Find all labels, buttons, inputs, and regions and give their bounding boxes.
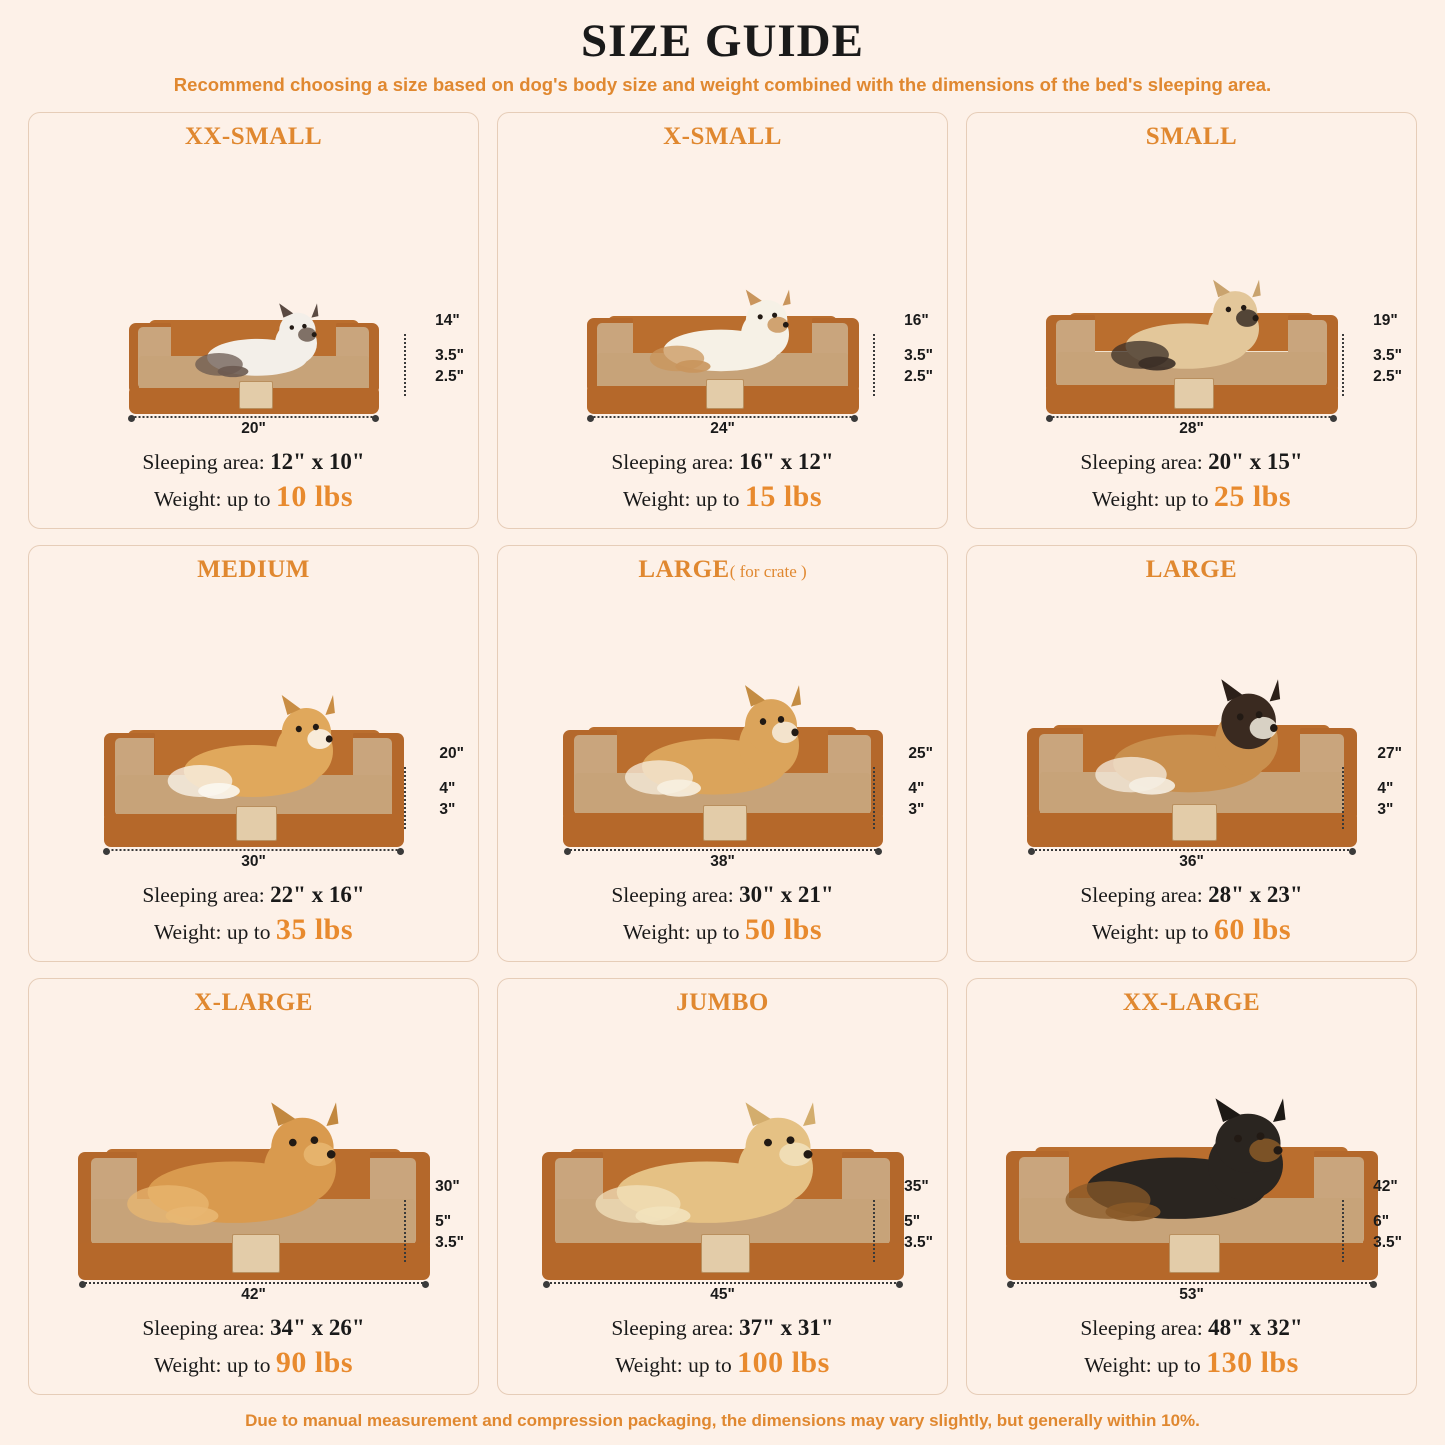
bed-illustration [975,153,1408,444]
size-name: MEDIUM [197,556,310,583]
sleeping-area-label: Sleeping area: [611,882,740,907]
dimension-width: 53" [1179,1285,1204,1303]
dimension-depth: 19" [1373,312,1398,330]
dog-bed-graphic [1006,1110,1378,1280]
dimension-width: 20" [241,419,266,437]
bed-illustration [975,586,1408,877]
sleeping-area-value: 34" x 26" [270,1314,365,1340]
dimension-depth: 20" [439,745,464,763]
bed-brand-tag [703,805,747,841]
dimension-mid: 4" [908,780,925,798]
dimension-width: 45" [710,1285,735,1303]
size-card [28,978,479,1395]
weight-value: 60 lbs [1213,913,1292,946]
size-card [497,545,948,962]
size-note: ( for crate ) [729,562,807,581]
dimension-mid: 5" [435,1213,452,1231]
size-card [497,978,948,1395]
weight-label: Weight: up to [622,920,745,944]
bed-brand-tag [1169,1234,1219,1273]
dog-illustration-frenchie [1106,278,1276,374]
sleeping-area-value: 20" x 15" [1208,448,1303,474]
size-card-grid [28,112,1417,1395]
weight-value: 10 lbs [275,480,354,513]
size-card-title [194,989,313,1017]
dimension-low: 2.5" [904,368,933,386]
dimension-guide-horizontal [1010,1282,1374,1284]
dimension-guide-vertical [1342,1200,1344,1262]
dimension-guide-horizontal [590,416,855,418]
sleeping-area-line [611,1312,833,1343]
dog-illustration-corgi [162,693,352,803]
dimension-low: 3.5" [904,1234,933,1252]
dimension-depth: 42" [1373,1178,1398,1196]
size-card [497,112,948,529]
sleeping-area-label: Sleeping area: [1080,449,1209,474]
dimension-dot-right [851,415,858,422]
dimension-heights [435,311,464,388]
dimension-dot-left [1007,1281,1014,1288]
sleeping-area-value: 12" x 10" [270,448,365,474]
dimension-dot-left [1046,415,1053,422]
dog-illustration-golden [120,1100,360,1230]
bed-brand-tag [701,1234,750,1273]
size-name: XX-SMALL [184,123,323,150]
dimension-guide-horizontal [546,1282,900,1284]
sleeping-area-line [1080,879,1302,910]
bed-illustration [506,153,939,444]
sleeping-area-line [611,446,833,477]
weight-value: 25 lbs [1213,480,1292,513]
dog-bed-graphic [129,294,379,414]
size-name: JUMBO [676,989,769,1016]
bed-illustration [506,1019,939,1310]
dimension-heights [904,311,933,388]
weight-line [611,1343,833,1382]
dimension-mid: 4" [1377,780,1394,798]
weight-value: 35 lbs [275,913,354,946]
size-card-title [676,989,769,1017]
sleeping-area-value: 48" x 32" [1208,1314,1303,1340]
dimension-heights [439,744,464,821]
dimension-heights [908,744,933,821]
dimension-dot-right [1370,1281,1377,1288]
dimension-dot-right [372,415,379,422]
dog-illustration-cat [191,302,331,380]
weight-value: 90 lbs [275,1346,354,1379]
size-card-info [611,1312,833,1382]
dimension-guide-vertical [873,334,875,396]
size-card-title [197,556,310,584]
dimension-depth: 30" [435,1178,460,1196]
dimension-guide-horizontal [131,416,376,418]
dimension-mid: 6" [1373,1213,1390,1231]
dog-bed-graphic [1027,691,1357,847]
size-card [966,978,1417,1395]
dimension-guide-vertical [404,1200,406,1262]
dimension-dot-left [587,415,594,422]
dimension-heights [1373,311,1402,388]
dimension-low: 3" [908,801,925,819]
sleeping-area-line [142,879,364,910]
page-title: SIZE GUIDE [581,15,864,67]
sleeping-area-label: Sleeping area: [611,1315,740,1340]
dimension-heights [1373,1177,1402,1254]
dimension-low: 2.5" [435,368,464,386]
dimension-mid: 3.5" [435,347,464,365]
dimension-depth: 27" [1377,745,1402,763]
dimension-mid: 3.5" [1373,347,1402,365]
size-card-title [1146,556,1237,584]
size-card [966,545,1417,962]
weight-label: Weight: up to [1091,920,1214,944]
size-card [28,545,479,962]
dimension-mid: 4" [439,780,456,798]
dimension-dot-left [543,1281,550,1288]
dimension-guide-vertical [404,767,406,829]
weight-line [1080,910,1302,949]
bed-illustration [37,1019,470,1310]
size-card-info [142,446,364,516]
size-card-info [1080,1312,1302,1382]
dimension-depth: 14" [435,312,460,330]
dimension-width: 36" [1179,852,1204,870]
sleeping-area-label: Sleeping area: [611,449,740,474]
weight-line [611,477,833,516]
size-card-title [638,556,806,584]
dimension-dot-right [422,1281,429,1288]
dimension-heights [435,1177,464,1254]
weight-label: Weight: up to [1084,1353,1207,1377]
dimension-dot-left [564,848,571,855]
size-card-info [142,1312,364,1382]
size-card-info [142,879,364,949]
size-card-info [1080,879,1302,949]
weight-value: 100 lbs [737,1346,830,1379]
size-name: SMALL [1145,123,1238,150]
dimension-dot-right [1330,415,1337,422]
bed-illustration [975,1019,1408,1310]
dog-bed-graphic [587,288,859,414]
size-name: X-LARGE [194,989,313,1016]
dimension-width: 38" [710,852,735,870]
dimension-width: 24" [710,419,735,437]
dimension-guide-vertical [873,1200,875,1262]
weight-line [142,1343,364,1382]
dimension-guide-vertical [873,767,875,829]
dimension-width: 30" [241,852,266,870]
dimension-dot-right [397,848,404,855]
weight-label: Weight: up to [622,487,745,511]
dimension-width: 42" [241,1285,266,1303]
weight-label: Weight: up to [153,920,276,944]
dimension-guide-horizontal [1031,849,1353,851]
dog-illustration-rottweiler [1058,1096,1308,1226]
dimension-low: 2.5" [1373,368,1402,386]
sleeping-area-value: 37" x 31" [739,1314,834,1340]
dimension-dot-right [1349,848,1356,855]
size-name: LARGE [638,556,730,583]
dimension-depth: 16" [904,312,929,330]
size-card [966,112,1417,529]
size-name: XX-LARGE [1122,989,1261,1016]
bed-brand-tag [232,1234,280,1273]
dimension-width: 28" [1179,419,1204,437]
dimension-heights [1377,744,1402,821]
sleeping-area-label: Sleeping area: [142,449,271,474]
dog-bed-graphic [104,697,404,847]
sleeping-area-value: 30" x 21" [739,881,834,907]
page-subtitle: Recommend choosing a size based on dog's body size and weight combined with the dimensions of the bed's sleeping area. [173,74,1272,95]
size-card-info [611,879,833,949]
sleeping-area-line [1080,1312,1302,1343]
dog-bed-graphic [1046,284,1338,414]
dimension-mid: 5" [904,1213,921,1231]
bed-brand-tag [1174,378,1214,409]
weight-line [611,910,833,949]
weight-label: Weight: up to [1091,487,1214,511]
dimension-guide-horizontal [106,849,401,851]
dog-bed-graphic [542,1112,904,1280]
sleeping-area-label: Sleeping area: [142,1315,271,1340]
dimension-dot-left [79,1281,86,1288]
dimension-dot-left [1028,848,1035,855]
dimension-low: 3" [1377,801,1394,819]
dimension-dot-left [128,415,135,422]
sleeping-area-label: Sleeping area: [142,882,271,907]
size-card [28,112,479,529]
dimension-guide-vertical [1342,767,1344,829]
weight-label: Weight: up to [153,487,276,511]
dimension-guide-horizontal [567,849,879,851]
weight-label: Weight: up to [153,1353,276,1377]
sleeping-area-label: Sleeping area: [1080,882,1209,907]
dimension-dot-right [875,848,882,855]
size-card-info [611,446,833,516]
bed-illustration [506,586,939,877]
size-name: LARGE [1145,556,1238,583]
weight-value: 15 lbs [744,480,823,513]
dimension-heights [904,1177,933,1254]
bed-illustration [37,153,470,444]
weight-value: 50 lbs [744,913,823,946]
size-card-title [1123,989,1260,1017]
size-card-title [663,123,782,151]
weight-label: Weight: up to [615,1353,738,1377]
dimension-dot-right [896,1281,903,1288]
weight-line [1080,477,1302,516]
weight-line [1080,1343,1302,1382]
sleeping-area-label: Sleeping area: [1080,1315,1209,1340]
dimension-depth: 35" [904,1178,929,1196]
dog-illustration-shiba [619,683,819,801]
bed-brand-tag [236,806,277,841]
dimension-guide-vertical [1342,334,1344,396]
dog-illustration-collie [1089,677,1299,799]
dimension-guide-horizontal [82,1282,426,1284]
dimension-depth: 25" [908,745,933,763]
dog-bed-graphic [78,1112,430,1280]
sleeping-area-line [1080,446,1302,477]
dimension-low: 3.5" [1373,1234,1402,1252]
sleeping-area-line [611,879,833,910]
size-card-info [1080,446,1302,516]
sleeping-area-value: 16" x 12" [739,448,834,474]
dimension-guide-horizontal [1049,416,1334,418]
dimension-low: 3.5" [435,1234,464,1252]
dimension-guide-vertical [404,334,406,396]
bed-illustration [37,586,470,877]
weight-line [142,477,364,516]
dog-illustration-shihtzu [645,288,805,376]
size-card-title [1146,123,1237,151]
size-card-title [185,123,322,151]
sleeping-area-line [142,446,364,477]
dimension-low: 3" [439,801,456,819]
size-name: X-SMALL [663,123,782,150]
bed-brand-tag [1172,804,1217,840]
bed-brand-tag [239,381,274,409]
sleeping-area-value: 28" x 23" [1208,881,1303,907]
sleeping-area-value: 22" x 16" [270,881,365,907]
footer-note: Due to manual measurement and compression packaging, the dimensions may vary slightly, but generally within 10%. [245,1411,1200,1430]
dog-illustration-labrador [588,1100,838,1230]
weight-line [142,910,364,949]
dog-bed-graphic [563,693,883,847]
dimension-dot-left [103,848,110,855]
bed-brand-tag [706,379,743,409]
dimension-mid: 3.5" [904,347,933,365]
weight-value: 130 lbs [1206,1346,1299,1379]
sleeping-area-line [142,1312,364,1343]
